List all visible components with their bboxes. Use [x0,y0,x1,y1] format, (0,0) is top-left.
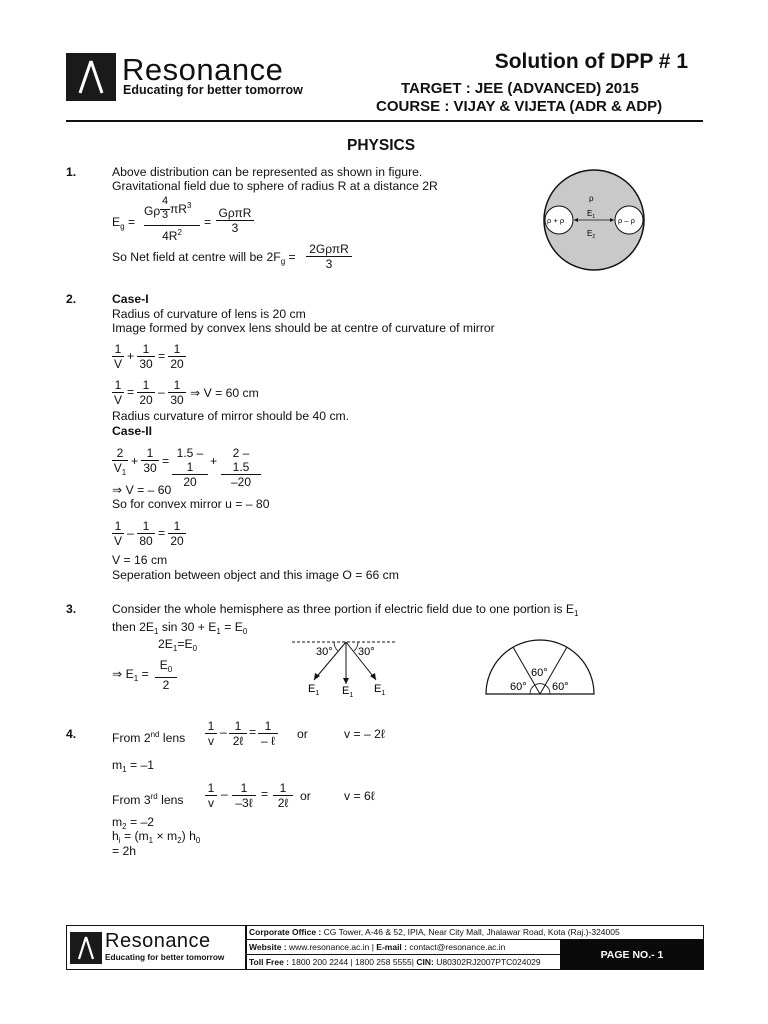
q4-result: = 2h [112,844,137,858]
q2-e4-b: $\frac{1}{80}$ [137,519,155,548]
q3-result: ⇒ $E_1$ = [112,667,149,683]
q3-line3: $2E_1=E_0$ [158,637,198,653]
q3-vec-label-1: $E_1$ [308,683,320,697]
q2-e1-op: + [127,349,135,363]
q2-e2-op: – [158,385,165,399]
footer-brand: Resonance [105,930,211,952]
q3-vec-label-2: $E_1$ [342,685,354,698]
q2-e1-eq: = [158,349,166,363]
q4-e1-c: 1 – ℓ [258,719,278,748]
q4-e1-b: 1 2ℓ [229,719,247,748]
q2-line5: So for convex mirror u = – 80 [112,497,270,511]
q2-line4: ⇒ V = – 60 [112,483,172,497]
q4-hi: $h_i = (m_1 \times m_2)$ $h_0$ [112,829,201,845]
q4-from-3rd: From 3rd lens [112,792,184,807]
q2-line6: V = 16 cm [112,553,168,567]
q4-v-2: v = 6ℓ [344,789,375,803]
resonance-logo-icon [66,53,116,101]
header-rule [66,120,703,122]
q2-e3-op: + [131,454,139,468]
q2-e3-c: $\frac{1.5 - 1}{20}$ [172,446,208,489]
q2-e4-eq: = [158,526,166,540]
q4-or-2: or [300,789,311,803]
footer-logo-icon [70,932,102,964]
q1-fraction-3: 2GρπR 3 [306,242,352,271]
q2-e1-a: $\frac{1}{V}$ [113,342,122,371]
q4-number: 4. [66,727,77,741]
q2-e4-a: $\frac{1}{V}$ [113,519,122,548]
q3-hemisphere-figure [482,636,598,698]
q1-fraction-1: Gρ 4 3 $\pi R^3$ $4R^2$ [144,195,200,243]
q4-or-1: or [297,727,308,741]
q4-e2-a: $\frac{1}{v}$ [205,781,217,810]
q1-figure [528,168,660,273]
q1-line2: Gravitational field due to sphere of radius R at a distance 2R [112,179,438,193]
q1-number: 1. [66,165,77,179]
q2-line3: Radius curvature of mirror should be 40 cm. [112,409,350,423]
q2-e2-eq: = [127,385,135,399]
q1-fig-e2: $E_2$ [587,229,596,240]
q3-line1: Consider the whole hemisphere as three portion if electric field due to one portion is $E_1$ [112,602,579,618]
q2-line7: Seperation between object and this image O = 66 cm [112,568,399,582]
q1-eq-2: = [204,215,212,229]
q4-from-2nd: From 2nd lens [112,730,186,745]
q4-e2-eq: = [261,787,269,801]
footer-website: Website : www.resonance.ac.in | E-mail : contact@resonance.ac.in [249,942,506,952]
q3-angle-right: 30° [358,646,375,658]
subject-heading: PHYSICS [347,137,416,154]
q1-fraction-2: GρπR 3 [216,206,254,235]
q2-line1: Radius of curvature of lens is 20 cm [112,307,306,321]
q1-net-text: So Net field at centre will be $2F_g$ = [112,250,296,266]
q3-vector-figure [290,636,400,698]
header-logo-box [66,53,116,101]
q4-e1-eq: = [249,725,257,739]
q4-e2-c: 1 2ℓ [273,781,293,810]
footer-corporate: Corporate Office : CG Tower, A-46 & 52, IPIA, Near City Mall, Jhalawar Road, Kota (Raj.)-324005 [249,927,620,937]
q4-m1: $m_1 = -1$ [112,758,155,774]
q2-e4-c: $\frac{1}{20}$ [168,519,186,548]
q4-e1-a: $\frac{1}{v}$ [205,719,217,748]
header-course: COURSE : VIJAY & VIJETA (ADR & ADP) [376,98,663,115]
q2-number: 2. [66,292,77,306]
q1-eg-label: $E_g$ = [112,215,136,231]
footer-tagline: Educating for better tomorrow [105,952,225,962]
q2-e2-a: $\frac{1}{V}$ [113,378,122,407]
q1-line1: Above distribution can be represented as shown in figure. [112,165,423,179]
q2-e2-b: $\frac{1}{20}$ [137,378,155,407]
q1-fig-right-label: ρ – ρ [618,216,635,225]
q4-v-1: v = – 2ℓ [344,727,385,741]
q2-line2: Image formed by convex lens should be at centre of curvature of mirror [112,321,495,335]
q2-e3-d: $\frac{2 - 1.5}{-20}$ [221,446,261,489]
header-brand: Resonance [122,52,284,87]
q1-fig-rho: ρ [589,194,594,203]
q2-e3-b: $\frac{1}{30}$ [141,446,159,475]
q1-fig-left-label: ρ + ρ [547,216,565,225]
q1-fig-e1: $E_1$ [587,209,596,220]
q3-hemi-angle-left: 60° [510,681,527,693]
q3-result-fraction: $\frac{E_0}{2}$ [155,658,177,692]
q2-e2-result: ⇒ V = 60 cm [190,386,259,400]
q3-number: 3. [66,602,77,616]
q3-line2: then $2E_1$ $\sin 30 + E_1 = E_0$ [112,620,248,636]
q2-e4-op: – [127,526,134,540]
page-title: Solution of DPP # 1 [494,50,688,73]
q2-e2-c: $\frac{1}{30}$ [168,378,186,407]
q2-case2: Case-II [112,424,152,438]
q3-hemi-angle-right: 60° [552,681,569,693]
q3-angle-left: 30° [316,646,333,658]
q4-e2-op: – [221,787,228,801]
q4-m2: $m_2 = -2$ [112,815,155,831]
q4-e2-b: 1 –3ℓ [232,781,256,810]
q2-e1-c: $\frac{1}{20}$ [168,342,186,371]
q2-e3-eq: = [162,454,170,468]
q2-e1-b: $\frac{1}{30}$ [137,342,155,371]
q3-hemi-angle-top: 60° [531,667,548,679]
footer-logo-box [70,932,102,964]
q4-e1-op: – [220,725,227,739]
q2-case1: Case-I [112,292,149,306]
footer-page-number: PAGE NO.- 1 [600,949,664,961]
q2-e3-op2: + [210,454,218,468]
header-tagline: Educating for better tomorrow [123,83,303,97]
q2-e3-a: $\frac{2}{V_1}$ [113,446,127,477]
header-target: TARGET : JEE (ADVANCED) 2015 [401,80,639,97]
footer-tollfree: Toll Free : 1800 200 2244 | 1800 258 5555| CIN: U80302RJ2007PTC024029 [249,957,541,967]
q3-vec-label-3: $E_1$ [374,683,386,697]
